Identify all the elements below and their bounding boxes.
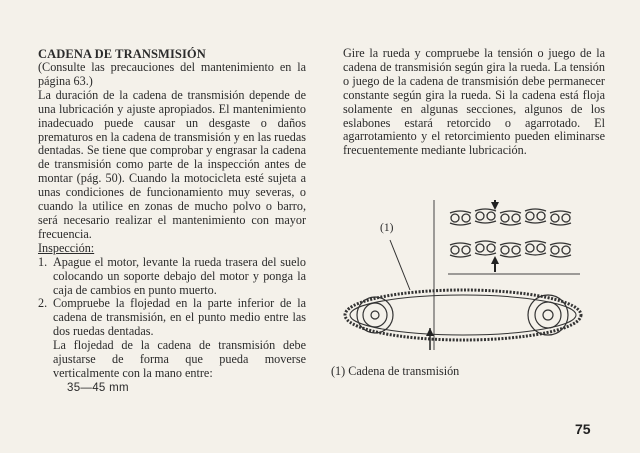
figure-callout: (1) bbox=[380, 222, 394, 234]
section-title: CADENA DE TRANSMISIÓN bbox=[38, 47, 206, 61]
figure-caption: (1) Cadena de transmisión bbox=[331, 364, 460, 378]
page-number: 75 bbox=[575, 421, 591, 437]
chain-illustration bbox=[330, 200, 590, 350]
callout-leader-line bbox=[390, 240, 410, 290]
step-number: 2. bbox=[38, 296, 48, 311]
slack-note: La flojedad de la cadena de transmisión debe ajustarse de forma que pueda moverse verticalmente con la mano entre: bbox=[53, 338, 306, 380]
step-text: Compruebe la flojedad en la parte inferior de la cadena de transmisión, en el punto medio entre las dos ruedas dentadas. bbox=[53, 296, 306, 339]
arrow-up-icon bbox=[491, 256, 499, 264]
slack-arrow-icon bbox=[426, 328, 434, 336]
inspection-step bbox=[38, 256, 306, 298]
chain-detail-upper bbox=[450, 209, 571, 225]
step-text: Apague el motor, levante la rueda trasera del suelo colocando un soporte debajo del motor y ponga la caja de cambios en punto muerto. bbox=[53, 254, 306, 297]
inspection-steps bbox=[38, 256, 306, 339]
rear-sprocket bbox=[528, 295, 568, 335]
chain-figure bbox=[330, 200, 590, 350]
right-column bbox=[343, 47, 605, 158]
inspection-heading: Inspección: bbox=[38, 240, 95, 255]
inspection-step bbox=[38, 297, 306, 339]
rotation-paragraph: Gire la rueda y compruebe la tensión o juego de la cadena de transmisión según gira la rueda. La tensión o juego de la cadena de transmisión debe permanecer constante según gira la rueda. Si la cadena está floja solamente en algunas secciones, algunos de los eslabones estará retorcido o agarrotado. El agarrotamiento y el retorcimiento pueden eliminarse frecuentemente mediante lubricación. bbox=[343, 46, 605, 158]
intro-paragraph: La duración de la cadena de transmisión depende de una lubricación y ajuste apropiados. El mantenimiento inadecuado puede causar un desgaste o daños prematuros en la cadena de transmisión y en las ruedas dentadas. Se tiene que comprobar y engrasar la cadena de transmisión como parte de la inspección antes de montar (pág. 50). Cuando la motocicleta esté sujeta a unas condiciones de funcionamiento muy severas, o cuando la utilice en zonas de mucho polvo o barro, será necesario realizar el mantenimiento con mayor frecuencia. bbox=[38, 87, 306, 241]
chain-detail-lower bbox=[450, 241, 571, 257]
maintenance-note: (Consulte las precauciones del mantenimiento en la página 63.) bbox=[38, 60, 306, 88]
step-number: 1. bbox=[38, 254, 48, 269]
slack-measurement: 35—45 mm bbox=[67, 381, 129, 394]
left-column bbox=[38, 47, 306, 395]
